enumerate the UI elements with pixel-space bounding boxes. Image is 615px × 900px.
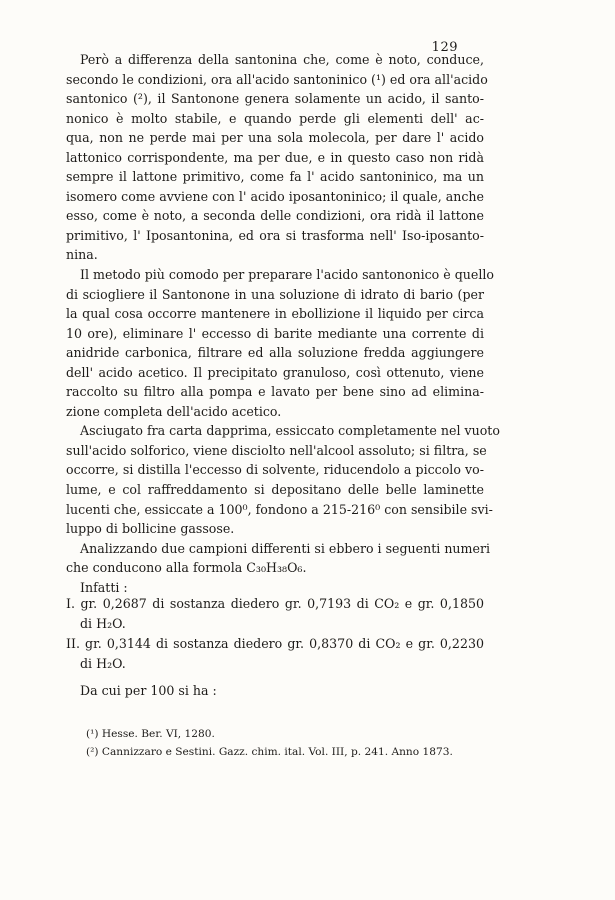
da-cui-line: Da cui per 100 si ha : [80, 683, 217, 698]
footnote: (¹) Hesse. Ber. VI, 1280. [86, 728, 215, 740]
analysis-line: di H₂O. [80, 656, 126, 671]
text-line: zione completa dell'acido acetico. [66, 403, 282, 419]
text-line: isomero come avviene con l' acido iposantoninico; il quale, anche [66, 188, 484, 204]
text-line: raccolto su filtro alla pompa e lavato per bene sino ad elimina- [66, 384, 484, 400]
infatti-label: Infatti : [80, 579, 128, 595]
text-line: esso, come è noto, a seconda delle condizioni, ora ridà il lattone [66, 208, 484, 224]
text-line: Analizzando due campioni differenti si ebbero i seguenti numeri [80, 540, 490, 556]
analysis-item [66, 634, 484, 674]
page-number: 129 [431, 40, 458, 55]
text-line: nonico è molto stabile, e quando perde gli elementi dell' ac- [66, 110, 484, 126]
text-line: luppo di bollicine gassose. [66, 521, 235, 537]
text-line: di sciogliere il Santonone in una soluzione di idrato di bario (per [66, 286, 484, 302]
text-line: qua, non ne perde mai per una sola molecola, per dare l' acido [66, 130, 484, 146]
text-line: Asciugato fra carta dapprima, essiccato completamente nel vuoto [80, 423, 500, 439]
text-line: santonico (²), il Santonone genera solamente un acido, il santo- [66, 91, 484, 107]
text-line: 10 ore), eliminare l' eccesso di barite mediante una corrente di [66, 325, 484, 341]
text-line: lucenti che, essiccate a 100⁰, fondono a 215-216⁰ con sensibile svi- [66, 501, 493, 517]
text-line: la qual cosa occorre mantenere in ebollizione il liquido per circa [66, 306, 484, 322]
paragraph [66, 265, 494, 421]
text-line: Però a differenza della santonina che, come è noto, conduce, [80, 52, 484, 67]
paragraph [66, 421, 500, 538]
text-line: lattonico corrispondente, ma per due, e in questo caso non ridà [66, 149, 484, 165]
text-line: dell' acido acetico. Il precipitato granuloso, così ottenuto, viene [66, 364, 484, 380]
text-line: anidride carbonica, filtrare ed alla soluzione fredda aggiungere [66, 345, 484, 361]
analysis-item [66, 594, 484, 634]
analysis-line: I. gr. 0,2687 di sostanza diedero gr. 0,7193 di CO₂ e gr. 0,1850 [66, 596, 484, 611]
paragraph [66, 539, 490, 578]
footnote: (²) Cannizzaro e Sestini. Gazz. chim. ital. Vol. III, p. 241. Anno 1873. [86, 746, 453, 758]
text-line: primitivo, l' Iposantonina, ed ora si trasforma nell' Iso-iposanto- [66, 227, 484, 243]
text-line: sempre il lattone primitivo, come fa l' acido santoninico, ma un [66, 169, 484, 185]
analysis-results [66, 594, 484, 674]
text-line: sull'acido solforico, viene disciolto nell'alcool assoluto; si filtra, se [66, 442, 487, 458]
text-line: secondo le condizioni, ora all'acido santoninico (¹) ed ora all'acido [66, 71, 488, 87]
analysis-line: II. gr. 0,3144 di sostanza diedero gr. 0,8370 di CO₂ e gr. 0,2230 [66, 636, 484, 651]
text-line: occorre, si distilla l'eccesso di solvente, riducendolo a piccolo vo- [66, 462, 484, 478]
footnotes [86, 725, 456, 761]
text-line: lume, e col raffreddamento si depositano delle belle laminette [66, 482, 484, 498]
text-line: Il metodo più comodo per preparare l'acido santononico è quello [80, 267, 494, 283]
text-line: nina. [66, 247, 98, 263]
body-text [66, 50, 500, 597]
paragraph [66, 50, 488, 265]
analysis-line: di H₂O. [80, 616, 126, 631]
text-line: che conducono alla formola C₃₀H₃₈O₆. [66, 560, 307, 576]
